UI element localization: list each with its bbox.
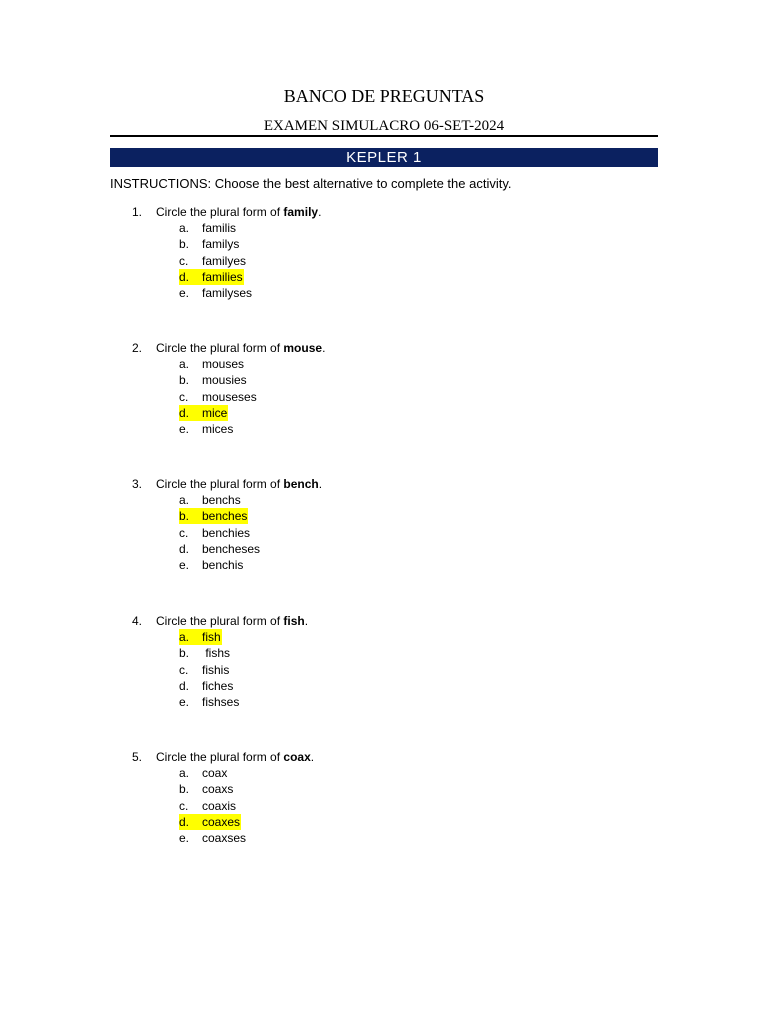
option-letter: c. — [179, 389, 189, 404]
option-list — [179, 220, 253, 301]
answer-option[interactable] — [179, 694, 240, 710]
option-letter: d. — [179, 269, 190, 284]
answer-option[interactable] — [179, 285, 253, 301]
option-text: coax — [202, 766, 228, 780]
option-text: benchs — [202, 493, 241, 507]
option-letter: c. — [179, 662, 189, 677]
option-text: mouses — [202, 357, 245, 371]
option-letter: d. — [179, 814, 190, 829]
option-letter: c. — [179, 253, 189, 268]
option-text: fish — [202, 630, 221, 644]
option-text: familyes — [202, 253, 247, 268]
option-content — [179, 236, 240, 252]
answer-option[interactable] — [179, 557, 261, 573]
option-letter: a. — [179, 357, 190, 371]
question-keyword: mouse — [283, 341, 323, 355]
question-end-punctuation: . — [304, 614, 309, 628]
option-text: coaxes — [202, 814, 241, 829]
option-letter: e. — [179, 831, 190, 846]
option-content — [179, 798, 237, 814]
answer-option[interactable] — [179, 830, 247, 846]
option-letter: a. — [179, 221, 190, 235]
option-text: mice — [202, 405, 228, 420]
answer-option-highlighted[interactable] — [179, 508, 261, 524]
option-text: mousies — [202, 373, 247, 388]
option-letter: e. — [179, 286, 190, 301]
question-number: 2. — [132, 341, 143, 355]
option-letter: c. — [179, 525, 189, 540]
option-letter: b. — [179, 509, 190, 524]
option-letter: d. — [179, 541, 190, 556]
question-text: Circle the plural form of — [156, 614, 284, 628]
option-letter: e. — [179, 422, 190, 437]
answer-option[interactable] — [179, 253, 253, 269]
option-content — [179, 525, 251, 541]
option-letter: c. — [179, 798, 189, 813]
option-text: coaxses — [202, 831, 247, 846]
option-content — [179, 220, 237, 236]
question-prompt — [132, 613, 308, 629]
answer-option-highlighted[interactable] — [179, 405, 258, 421]
answer-option[interactable] — [179, 356, 258, 372]
option-text: benches — [202, 509, 248, 524]
answer-option[interactable] — [179, 662, 240, 678]
question-keyword: family — [283, 205, 319, 219]
answer-option[interactable] — [179, 372, 258, 388]
option-text: coaxis — [202, 798, 237, 813]
option-content — [179, 645, 231, 661]
option-content — [179, 814, 241, 830]
option-text: fishs — [202, 646, 231, 661]
answer-option[interactable] — [179, 798, 247, 814]
answer-option-highlighted[interactable] — [179, 269, 253, 285]
answer-option[interactable] — [179, 765, 247, 781]
answer-option-highlighted[interactable] — [179, 629, 240, 645]
option-content — [179, 765, 228, 781]
answer-option[interactable] — [179, 236, 253, 252]
option-text: familis — [202, 221, 237, 235]
option-text: fiches — [202, 678, 234, 693]
option-letter: b. — [179, 373, 190, 388]
option-content — [179, 253, 247, 269]
option-text: families — [202, 269, 243, 284]
question-end-punctuation: . — [310, 750, 315, 764]
question-number: 3. — [132, 477, 143, 491]
question-end-punctuation: . — [322, 341, 326, 355]
answer-option[interactable] — [179, 220, 253, 236]
option-letter: b. — [179, 237, 190, 252]
option-content — [179, 285, 253, 301]
option-content — [179, 662, 230, 678]
option-text: familys — [202, 237, 240, 252]
answer-option[interactable] — [179, 541, 261, 557]
instructions-text: INSTRUCTIONS: Choose the best alternative to complete the activity. — [110, 176, 512, 191]
question-text: Circle the plural form of — [156, 750, 284, 764]
question-number: 1. — [132, 205, 143, 219]
section-banner: KEPLER 1 — [110, 148, 658, 167]
option-letter: a. — [179, 630, 190, 644]
option-list — [179, 492, 261, 573]
option-text: benchies — [202, 525, 251, 540]
question-keyword: fish — [283, 614, 305, 628]
question-text: Circle the plural form of — [156, 341, 284, 355]
option-text: fishis — [202, 662, 230, 677]
option-content — [179, 389, 258, 405]
answer-option[interactable] — [179, 421, 258, 437]
option-content — [179, 269, 244, 285]
answer-option[interactable] — [179, 389, 258, 405]
option-letter: b. — [179, 646, 190, 661]
option-content — [179, 421, 234, 437]
option-list — [179, 356, 258, 437]
option-letter: a. — [179, 493, 190, 507]
answer-option-highlighted[interactable] — [179, 814, 247, 830]
option-letter: d. — [179, 678, 190, 693]
option-content — [179, 557, 244, 573]
question-prompt — [132, 340, 325, 356]
question-keyword: bench — [283, 477, 319, 491]
option-content — [179, 356, 245, 372]
option-letter: b. — [179, 782, 190, 797]
question-text: Circle the plural form of — [156, 205, 284, 219]
option-content — [179, 694, 240, 710]
option-text: bencheses — [202, 541, 261, 556]
answer-option[interactable] — [179, 678, 240, 694]
option-text: coaxs — [202, 782, 234, 797]
question-number: 4. — [132, 614, 143, 628]
option-content — [179, 781, 234, 797]
answer-option[interactable] — [179, 525, 261, 541]
question-prompt — [132, 204, 321, 220]
option-list — [179, 765, 247, 846]
option-content — [179, 492, 242, 508]
answer-option[interactable] — [179, 492, 261, 508]
document-subtitle: EXAMEN SIMULACRO 06-SET-2024 — [263, 118, 505, 134]
option-text: familyses — [202, 286, 253, 301]
answer-option[interactable] — [179, 781, 247, 797]
option-letter: e. — [179, 695, 190, 710]
option-content — [179, 541, 261, 557]
question-end-punctuation: . — [318, 477, 323, 491]
option-content — [179, 372, 248, 388]
option-list — [179, 629, 240, 710]
option-letter: a. — [179, 766, 190, 780]
option-text: fishses — [202, 695, 240, 710]
answer-option[interactable] — [179, 645, 240, 661]
option-letter: e. — [179, 558, 190, 573]
option-content — [179, 678, 234, 694]
header-divider — [110, 135, 658, 137]
option-letter: d. — [179, 405, 190, 420]
option-content — [179, 629, 222, 645]
option-content — [179, 508, 248, 524]
question-end-punctuation: . — [318, 205, 322, 219]
question-prompt — [132, 476, 322, 492]
option-content — [179, 405, 228, 421]
question-keyword: coax — [283, 750, 311, 764]
question-prompt — [132, 749, 314, 765]
question-number: 5. — [132, 750, 143, 764]
option-text: mouseses — [202, 389, 257, 404]
document-title: BANCO DE PREGUNTAS — [283, 86, 485, 106]
option-text: benchis — [202, 558, 244, 573]
option-text: mices — [202, 422, 234, 437]
question-text: Circle the plural form of — [156, 477, 284, 491]
option-content — [179, 830, 247, 846]
